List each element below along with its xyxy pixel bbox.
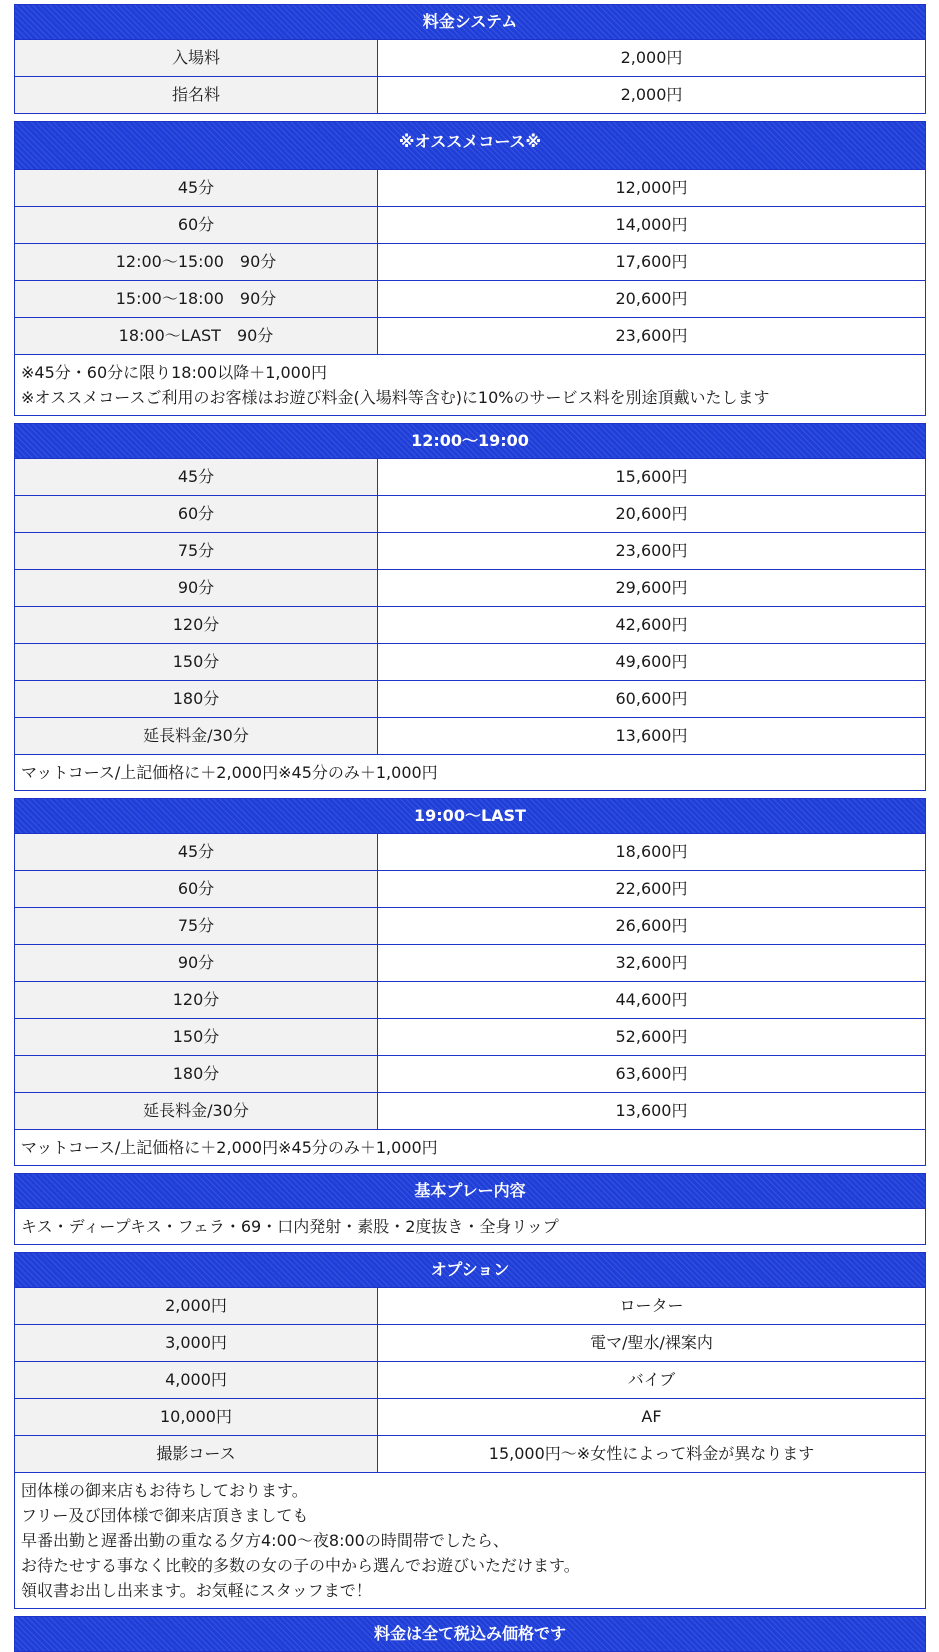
row-label: 60分 [15,496,378,532]
row-value: 32,600円 [378,945,925,981]
table-row [15,280,925,317]
row-value: 52,600円 [378,1019,925,1055]
table-row [15,907,925,944]
row-value: 42,600円 [378,607,925,643]
note-line: 領収書お出し出来ます。お気軽にスタッフまで！ [21,1581,372,1600]
row-label: 2,000円 [15,1288,378,1324]
row-value: 22,600円 [378,871,925,907]
table-row [15,1324,925,1361]
row-value: 49,600円 [378,644,925,680]
row-value: ローター [378,1288,925,1324]
table-row [15,169,925,206]
basic-text: キス・ディープキス・フェラ・69・口内発射・素股・2度抜き・全身リップ [15,1208,925,1244]
note-line: 早番出勤と遅番出勤の重なる夕方4:00～夜8:00の時間帯でしたら、 [21,1531,509,1550]
row-value: 12,000円 [378,170,925,206]
table-row [15,532,925,569]
basic-header: 基本プレー内容 [15,1174,925,1208]
row-value: 20,600円 [378,496,925,532]
row-label: 45分 [15,459,378,495]
row-label: 120分 [15,607,378,643]
table-row [15,317,925,354]
system-section [14,4,926,114]
row-label: 指名料 [15,77,378,113]
note-line: ※オススメコースご利用のお客様はお遊び料金(入場料等含む)に10%のサービス料を別途頂戴いたします [21,388,770,407]
price-page [14,4,926,1652]
night-section [14,798,926,1166]
night-header: 19:00～LAST [15,799,925,833]
row-label: 120分 [15,982,378,1018]
row-label: 延長料金/30分 [15,1093,378,1129]
row-label: 45分 [15,834,378,870]
table-row [15,569,925,606]
row-label: 10,000円 [15,1399,378,1435]
recommended-header: ※オススメコース※ [15,122,925,169]
options-section [14,1252,926,1609]
options-notes [15,1472,925,1608]
row-label: 90分 [15,570,378,606]
row-label: 15:00～18:00 90分 [15,281,378,317]
table-row [15,458,925,495]
row-value: 2,000円 [378,40,925,76]
table-row [15,606,925,643]
table-row [15,1287,925,1324]
table-row [15,981,925,1018]
system-header: 料金システム [15,5,925,39]
table-row [15,833,925,870]
row-label: 60分 [15,207,378,243]
row-label: 180分 [15,681,378,717]
table-row [15,944,925,981]
row-value: 17,600円 [378,244,925,280]
row-value: 20,600円 [378,281,925,317]
table-row [15,243,925,280]
row-value: 29,600円 [378,570,925,606]
row-label: 90分 [15,945,378,981]
table-row [15,643,925,680]
row-value: 26,600円 [378,908,925,944]
row-label: 延長料金/30分 [15,718,378,754]
row-label: 12:00～15:00 90分 [15,244,378,280]
row-label: 75分 [15,908,378,944]
row-value: 電マ/聖水/裸案内 [378,1325,925,1361]
footer-section [14,1616,926,1652]
night-note: マットコース/上記価格に＋2,000円※45分のみ＋1,000円 [15,1129,925,1165]
row-label: 18:00～LAST 90分 [15,318,378,354]
row-value: 63,600円 [378,1056,925,1092]
row-value: 13,600円 [378,1093,925,1129]
table-row [15,206,925,243]
row-value: 15,000円～※女性によって料金が異なります [378,1436,925,1472]
row-value: AF [378,1399,925,1435]
note-line: 団体様の御来店もお待ちしております。 [21,1481,308,1500]
table-row [15,1398,925,1435]
row-label: 150分 [15,1019,378,1055]
footer-header: 料金は全て税込み価格です [15,1617,925,1651]
basic-section [14,1173,926,1245]
row-value: 44,600円 [378,982,925,1018]
row-value: 60,600円 [378,681,925,717]
day-header: 12:00～19:00 [15,424,925,458]
row-label: 4,000円 [15,1362,378,1398]
note-line: フリー及び団体様で御来店頂きましても [21,1506,309,1525]
day-section [14,423,926,791]
table-row [15,495,925,532]
table-row [15,1018,925,1055]
day-note: マットコース/上記価格に＋2,000円※45分のみ＋1,000円 [15,754,925,790]
row-label: 60分 [15,871,378,907]
table-row [15,1361,925,1398]
row-value: バイブ [378,1362,925,1398]
table-row [15,870,925,907]
row-label: 45分 [15,170,378,206]
table-row [15,1055,925,1092]
row-value: 15,600円 [378,459,925,495]
row-value: 23,600円 [378,533,925,569]
row-label: 入場料 [15,40,378,76]
table-row [15,1435,925,1472]
row-value: 2,000円 [378,77,925,113]
table-row [15,1092,925,1129]
row-label: 3,000円 [15,1325,378,1361]
note-line: ※45分・60分に限り18:00以降＋1,000円 [21,363,328,382]
note-line: お待たせする事なく比較的多数の女の子の中から選んでお遊びいただけます。 [21,1556,580,1575]
recommended-notes [15,354,925,415]
table-row [15,76,925,113]
row-value: 13,600円 [378,718,925,754]
table-row [15,680,925,717]
row-label: 撮影コース [15,1436,378,1472]
options-header: オプション [15,1253,925,1287]
row-value: 14,000円 [378,207,925,243]
row-label: 75分 [15,533,378,569]
row-value: 18,600円 [378,834,925,870]
recommended-section [14,121,926,416]
table-row [15,39,925,76]
table-row [15,717,925,754]
row-label: 180分 [15,1056,378,1092]
row-label: 150分 [15,644,378,680]
row-value: 23,600円 [378,318,925,354]
